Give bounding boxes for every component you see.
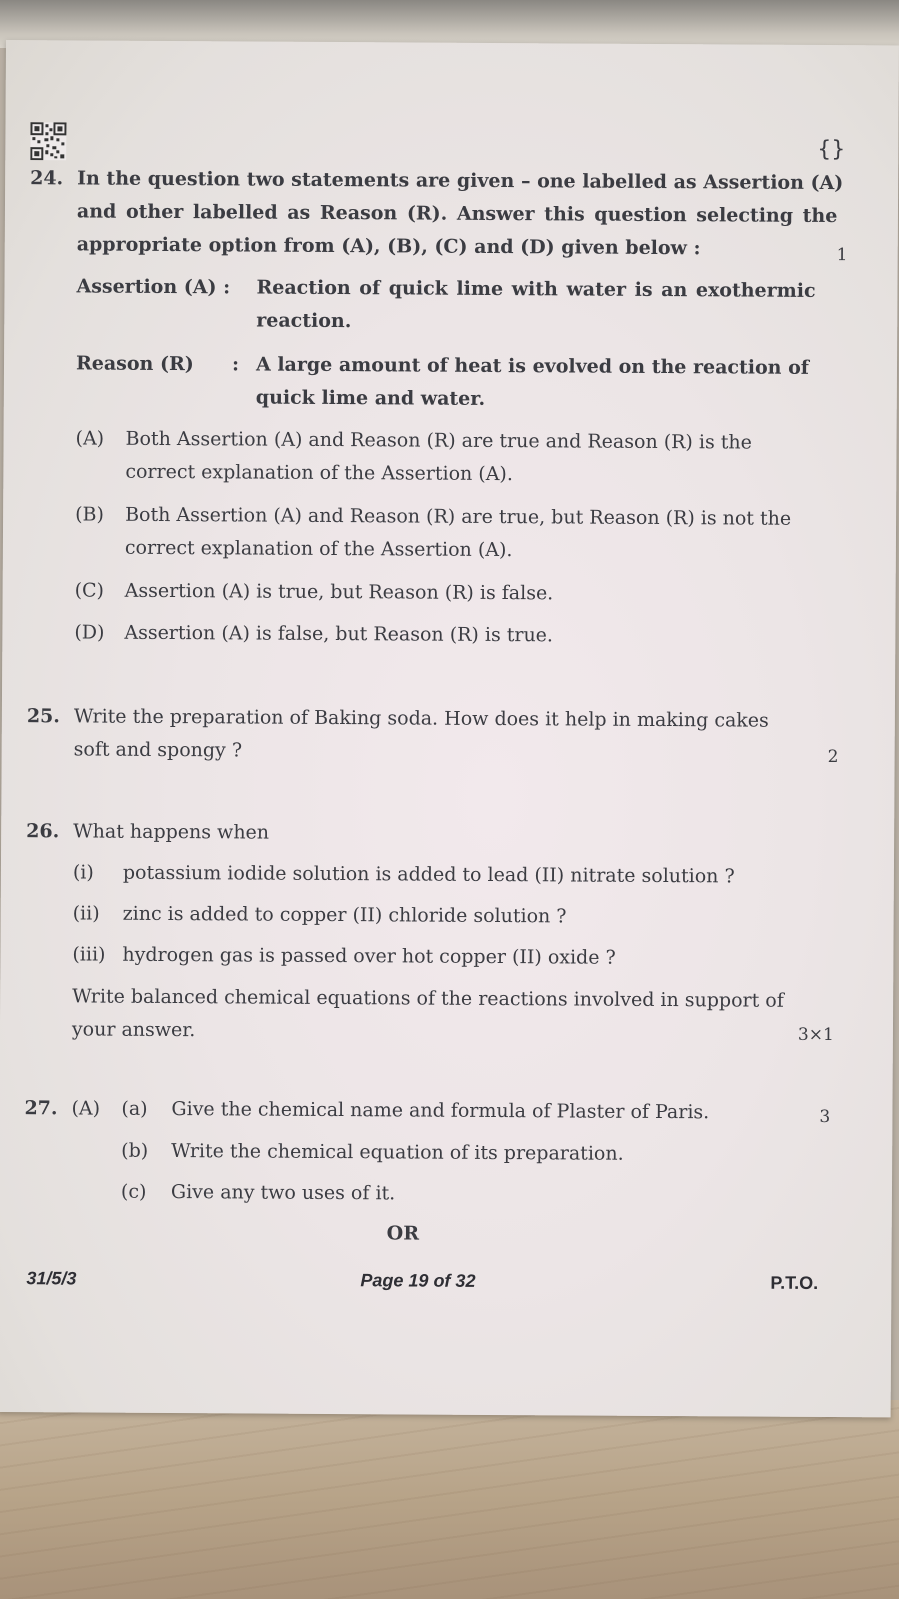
q27-item-b-label: (b): [121, 1139, 149, 1162]
q26-outro-1: Write balanced chemical equations of the reactions involved in support of: [72, 985, 784, 1012]
option-d-label: (D): [74, 621, 105, 644]
reason-text-2: quick lime and water.: [255, 386, 486, 410]
q27-marks: 3: [819, 1106, 831, 1128]
option-d-text: Assertion (A) is false, but Reason (R) is true.: [124, 621, 554, 647]
q26-item-iii-label: (iii): [72, 943, 106, 966]
q27-item-a-text: Give the chemical name and formula of Plaster of Paris.: [171, 1098, 710, 1124]
q24-line-1: In the question two statements are given – one labelled as Assertion (A): [77, 167, 844, 195]
q27-part-label: (A): [71, 1097, 101, 1120]
q27-item-a-label: (a): [121, 1097, 148, 1120]
q25-line-1: Write the preparation of Baking soda. How does it help in making cakes: [73, 705, 769, 732]
page-number: Page 19 of 32: [360, 1270, 476, 1291]
paper-code: 31/5/3: [26, 1268, 77, 1289]
question-number-26: 26.: [26, 820, 60, 843]
question-number-24: 24.: [30, 167, 64, 190]
exam-page: [0, 40, 899, 1417]
option-c-label: (C): [74, 579, 105, 602]
q26-item-i-text: potassium iodide solution is added to lead (II) nitrate solution ?: [122, 861, 735, 888]
q26-intro: What happens when: [73, 820, 270, 844]
option-b-label: (B): [75, 503, 104, 526]
option-c-text: Assertion (A) is true, but Reason (R) is false.: [124, 579, 554, 605]
reason-text-1: A large amount of heat is evolved on the reaction of: [255, 353, 810, 379]
question-number-25: 25.: [26, 705, 60, 728]
q26-outro-2: your answer.: [71, 1018, 196, 1042]
q27-item-c-label: (c): [120, 1180, 147, 1203]
desk-surface: [0, 1400, 899, 1599]
q26-item-ii-label: (ii): [72, 902, 100, 925]
q27-item-b-text: Write the chemical equation of its preparation.: [171, 1140, 624, 1165]
assertion-text-1: Reaction of quick lime with water is an exothermic: [256, 276, 816, 302]
option-b-text-2: correct explanation of the Assertion (A).: [124, 536, 513, 562]
q27-item-c-text: Give any two uses of it.: [170, 1181, 396, 1205]
q26-item-i-label: (i): [72, 861, 94, 884]
or-divider: OR: [386, 1222, 420, 1245]
assertion-label: Assertion (A) :: [76, 275, 231, 299]
please-turn-over: P.T.O.: [770, 1272, 819, 1293]
assertion-text-2: reaction.: [256, 309, 352, 333]
q24-line-2: and other labelled as Reason (R). Answer this question selecting the: [76, 200, 838, 228]
reason-label: Reason (R): [75, 352, 194, 376]
option-a-text-1: Both Assertion (A) and Reason (R) are true and Reason (R) is the: [125, 427, 752, 454]
option-a-text-2: correct explanation of the Assertion (A).: [125, 460, 513, 486]
option-a-label: (A): [75, 427, 105, 450]
q26-item-iii-text: hydrogen gas is passed over hot copper (II) oxide ?: [122, 943, 616, 969]
q26-marks: 3×1: [797, 1024, 834, 1046]
q26-item-ii-text: zinc is added to copper (II) chloride solution ?: [122, 902, 567, 928]
page-braces: {}: [817, 136, 846, 163]
q24-line-3: appropriate option from (A), (B), (C) and (D) given below :: [76, 233, 701, 260]
q25-line-2: soft and spongy ?: [73, 738, 243, 762]
question-number-27: 27.: [24, 1097, 58, 1120]
option-b-text-1: Both Assertion (A) and Reason (R) are true, but Reason (R) is not the: [125, 503, 792, 530]
reason-colon: :: [231, 353, 240, 376]
qr-code-icon: [30, 122, 66, 160]
q25-marks: 2: [827, 747, 839, 768]
q24-marks: 1: [836, 245, 848, 266]
